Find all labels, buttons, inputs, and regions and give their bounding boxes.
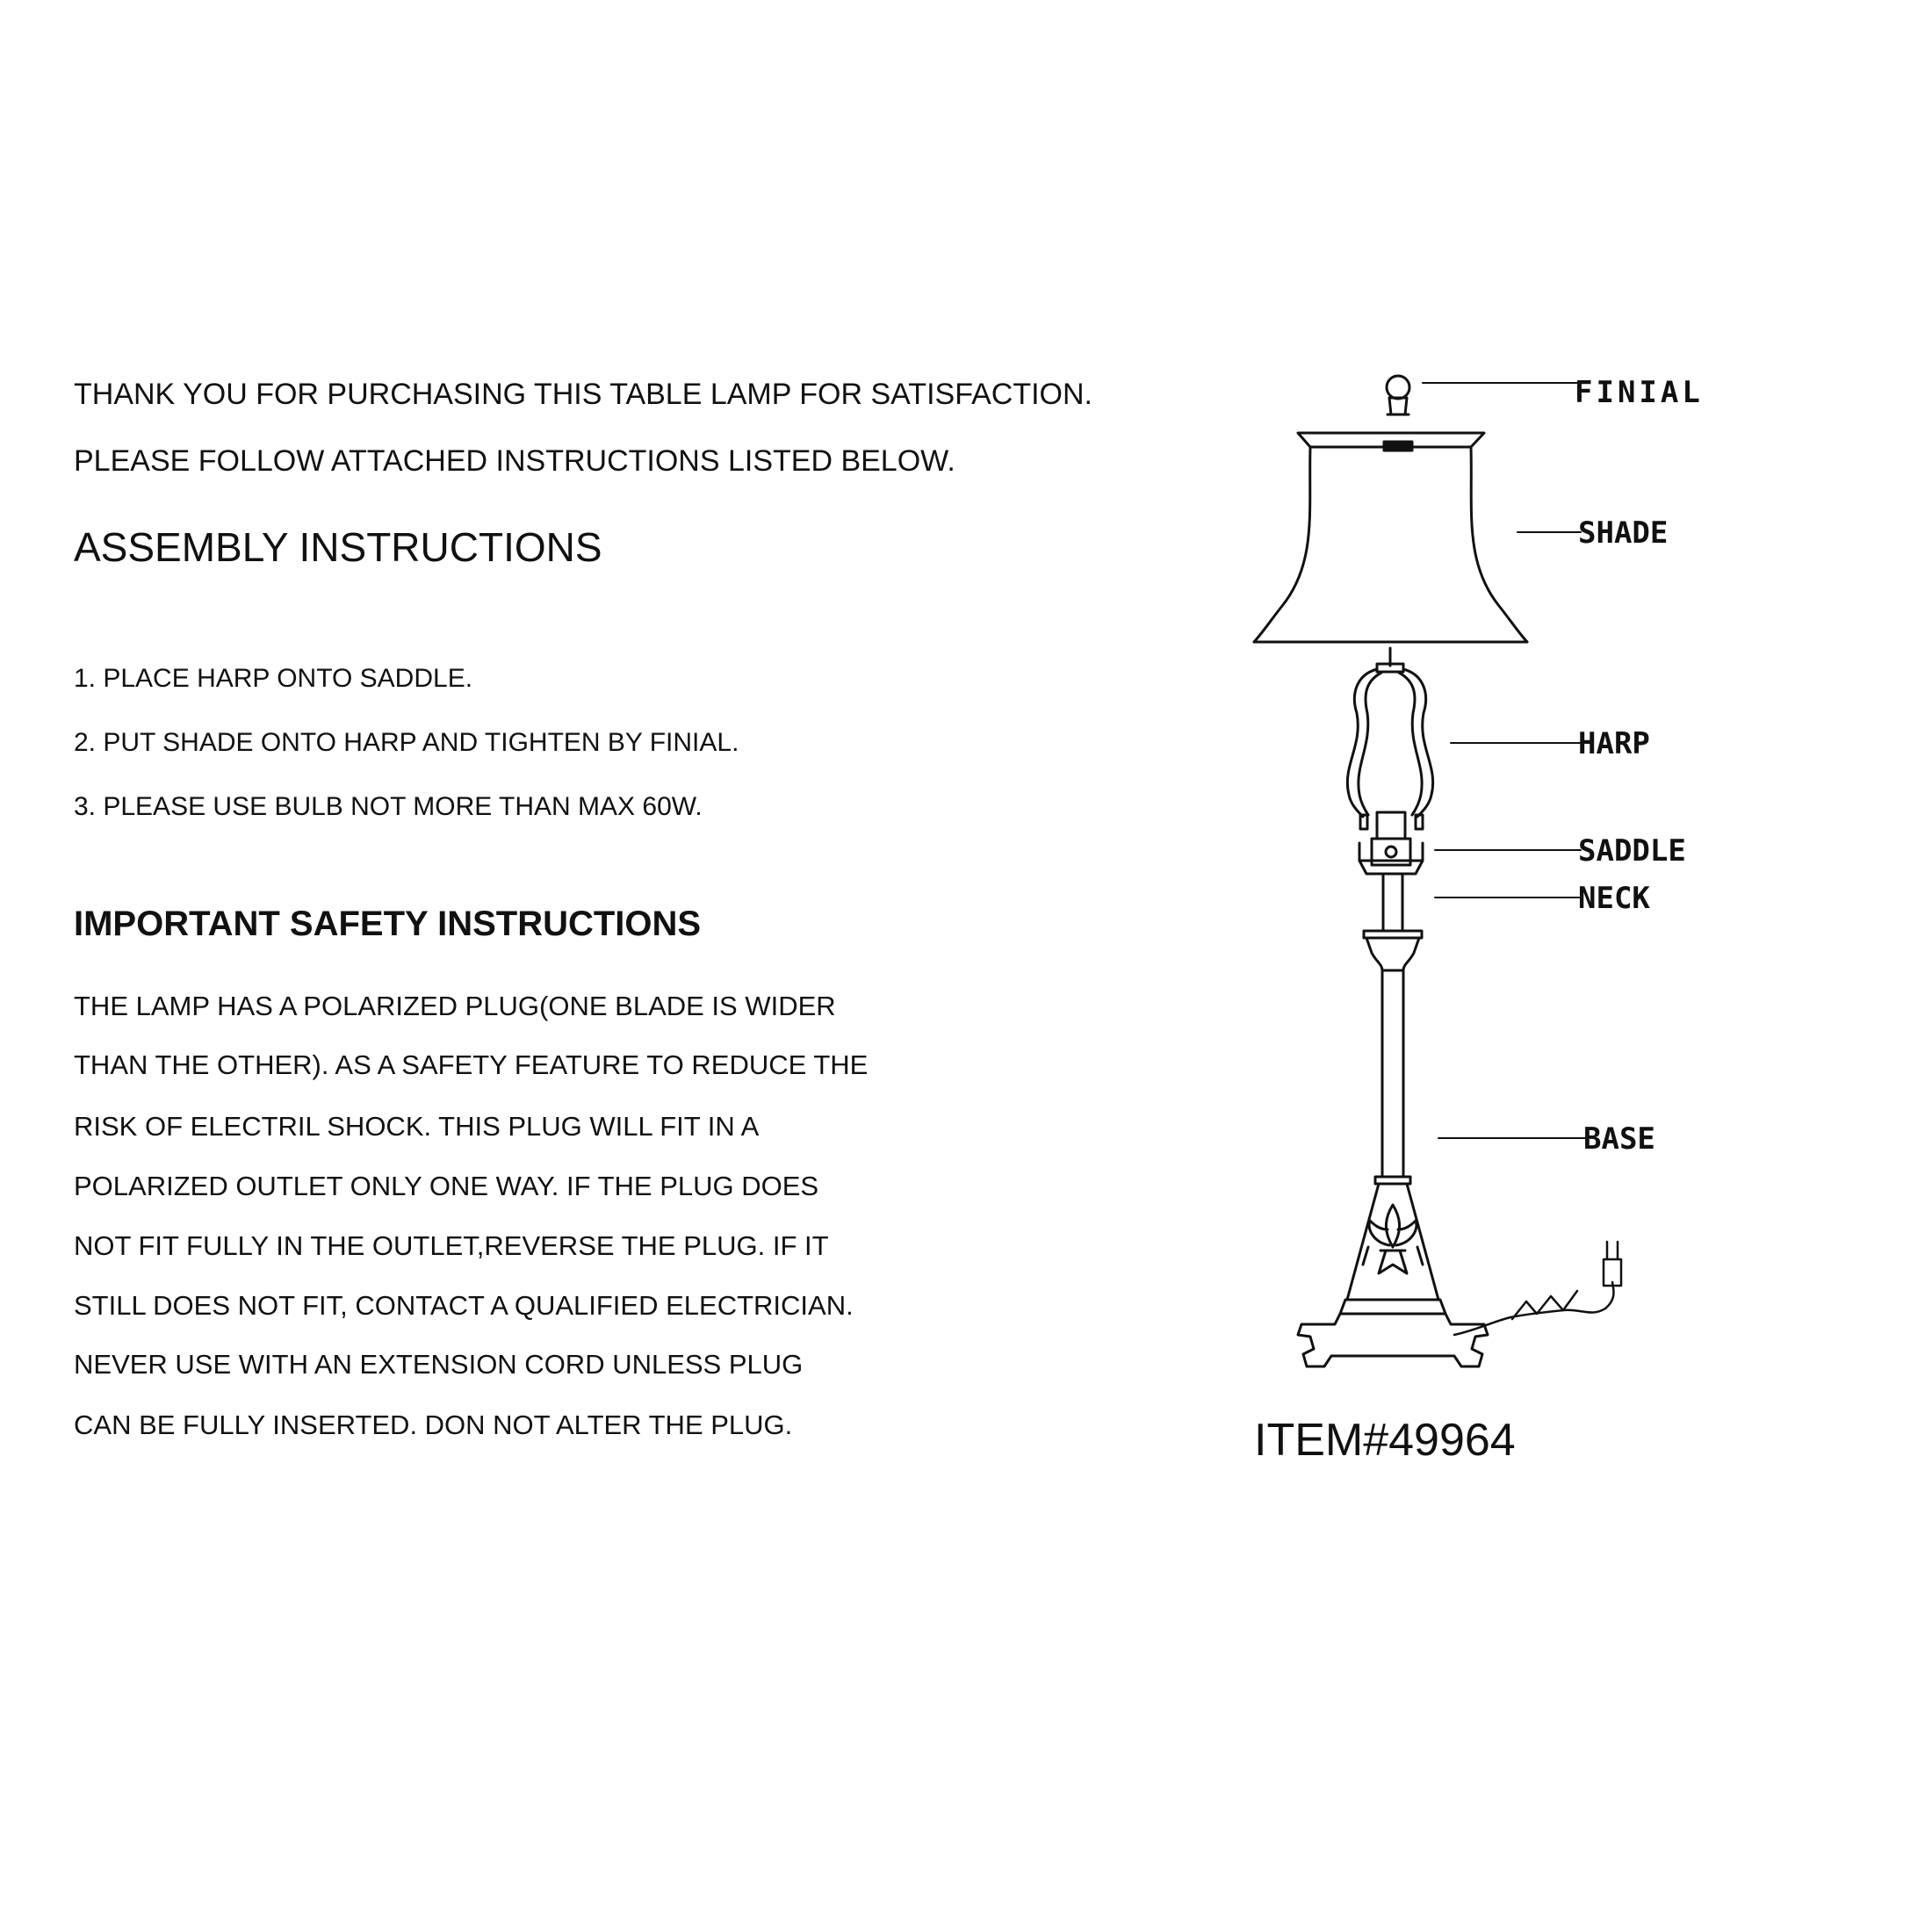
harp-part — [1347, 648, 1432, 829]
safety-line-5: NOT FIT FULLY IN THE OUTLET,REVERSE THE PLUG. IF IT — [74, 1230, 829, 1261]
safety-heading: IMPORTANT SAFETY INSTRUCTIONS — [74, 905, 702, 943]
item-number: ITEM#49964 — [1254, 1415, 1516, 1466]
safety-line-6: STILL DOES NOT FIT, CONTACT A QUALIFIED ELECTRICIAN. — [74, 1290, 854, 1321]
label-neck: NECK — [1578, 881, 1650, 916]
label-saddle: SADDLE — [1578, 833, 1686, 869]
assembly-heading: ASSEMBLY INSTRUCTIONS — [74, 524, 602, 570]
safety-line-3: RISK OF ELECTRIL SHOCK. THIS PLUG WILL FIT IN A — [74, 1111, 760, 1142]
label-shade: SHADE — [1578, 515, 1669, 551]
leader-lines — [1423, 383, 1586, 1138]
cord-plug-part — [1454, 1242, 1621, 1335]
label-finial: FINIAL — [1575, 375, 1704, 410]
intro-line-2: PLEASE FOLLOW ATTACHED INSTRUCTIONS LISTED BELOW. — [74, 444, 955, 478]
base-part — [1298, 970, 1488, 1366]
safety-line-4: POLARIZED OUTLET ONLY ONE WAY. IF THE PLUG DOES — [74, 1171, 819, 1201]
safety-line-1: THE LAMP HAS A POLARIZED PLUG(ONE BLADE IS WIDER — [74, 991, 836, 1021]
neck-part — [1364, 874, 1422, 970]
finial-part — [1387, 376, 1409, 415]
safety-line-7: NEVER USE WITH AN EXTENSION CORD UNLESS PLUG — [74, 1349, 804, 1380]
intro-line-1: THANK YOU FOR PURCHASING THIS TABLE LAMP FOR SATISFACTION. — [74, 378, 1092, 411]
safety-line-8: CAN BE FULLY INSERTED. DON NOT ALTER THE PLUG. — [74, 1409, 793, 1440]
saddle-part — [1359, 812, 1423, 874]
label-base: BASE — [1583, 1121, 1655, 1157]
safety-line-2: THAN THE OTHER). AS A SAFETY FEATURE TO REDUCE THE — [74, 1049, 869, 1080]
assembly-step-1: 1. PLACE HARP ONTO SADDLE. — [74, 664, 473, 693]
label-harp: HARP — [1578, 726, 1650, 761]
shade-part — [1254, 433, 1527, 642]
assembly-step-2: 2. PUT SHADE ONTO HARP AND TIGHTEN BY FINIAL. — [74, 728, 739, 757]
assembly-step-3: 3. PLEASE USE BULB NOT MORE THAN MAX 60W. — [74, 792, 703, 821]
